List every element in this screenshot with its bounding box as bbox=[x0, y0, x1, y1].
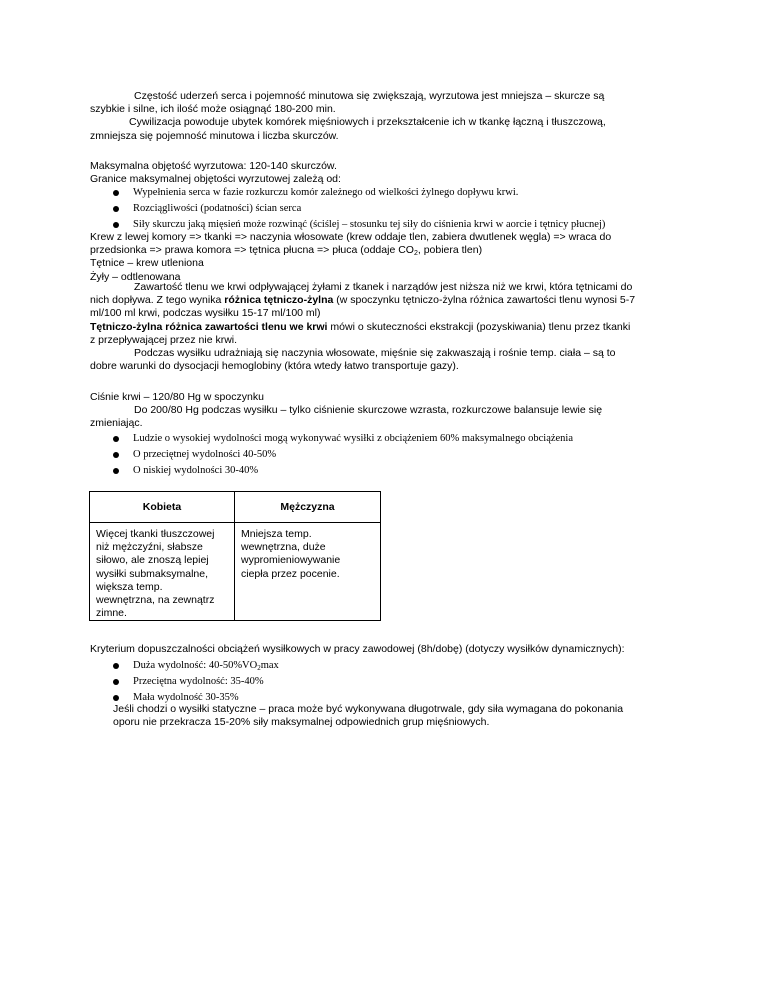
text-line: z przepływającej przez nie krwi. bbox=[90, 333, 238, 346]
cell-line: wypromieniowywanie bbox=[241, 554, 341, 567]
bullet-icon bbox=[113, 695, 119, 701]
text-line: oporu nie przekracza 15-20% siły maksymalnej odpowiednich grup mięśniowych. bbox=[113, 716, 490, 729]
text-line: Częstość uderzeń serca i pojemność minutowa się zwiększają, wyrzutowa jest mniejsza – skurcze są bbox=[134, 90, 605, 102]
cell-line: Mniejsza temp. bbox=[241, 528, 312, 540]
bullet-icon bbox=[113, 679, 119, 685]
cell-line: siłowo, ale znoszą lepiej bbox=[96, 554, 209, 567]
bullet-icon bbox=[113, 190, 119, 196]
cell-line: wysiłki submaksymalne, bbox=[96, 567, 209, 580]
exercise-pressure-paragraph bbox=[90, 404, 670, 430]
table-cell-men bbox=[241, 528, 379, 581]
table-header-men: Mężczyzna bbox=[280, 501, 335, 513]
bullet-icon bbox=[113, 663, 119, 669]
text-line: Do 200/80 Hg podczas wysiłku – tylko ciśnienie skurczowe wzrasta, rozkurczowe balansuje lewie się bbox=[134, 404, 603, 416]
document-page: Częstość uderzeń serca i pojemność minutowa się zwiększają, wyrzutowa jest mniejsza – skurcze są szybkie i silne, ich ilość może osiągnąć 180-200 min. Cywilizacja powoduje ubytek komórek mięśniowych i przekształcenie ich w tkankę łączną i tłuszczową, zmniejsza się pojemność minutowa i liczba skurczów. Maksymalna objętość wyrzutowa: 120-140 skurczów. Granice maksymalnej objętości wyrzutowej zależą od: Wypełnienia serca w fazie rozkurczu komór zależnego od wielkości żylnego dopływu krwi. Rozciągliwości (podatności) ścian serca Siły skurczu jaką mięsień może rozwinąć (ściślej – stosunku tej siły do ciśnienia krwi w aorcie i tętnicy płucnej) Krew z lewej komory => tkanki => naczynia włosowate (krew oddaje tlen, zabiera dwutlenek węgla) => wraca do przedsionka => prawa komora => tętnica płucna => płuca (oddaje $CO_2$, pobiera tlen) Tętnice – krew utleniona Żyły – odtlenowana Zawartość tlenu we krwi odpływającej żyłami z tkanek i narządów jest niższa niż we krwi, która tętnicami do nich dopływa. Z tego wynika różnica tętniczo-żylna (w spoczynku tętniczo-żylna różnica zawartości tlenu wynosi 5-7 ml/100 ml krwi, podczas wysiłku 15-17 ml/100 ml) Tętniczo-żylna różnica zawartości tlenu we krwi mówi o skuteczności ekstrakcji (pozyskiwania) tlenu przez tkanki z przepływającej przez nie krwi. Podczas wysiłku udrażniają się naczynia włosowate, mięśnie się zakwaszają i rośnie temp. ciała – są to dobre warunki do dysocjacji hemoglobiny (która wtedy łatwo transportuje gazy). Ciśnie krwi – 120/80 Hg w spoczynku Do 200/80 Hg podczas wysiłku – tylko ciśnienie skurczowe wzrasta, rozkurczowe balansuje lewie się zmieniając. Ludzie o wysokiej wydolności mogą wykonywać wysiłki z obciążeniem 60% maksymalnego obciążenia O przeciętnej wydolności 40-50% O niskiej wydolności 30-40% Kobieta Mężczyzna Więcej tkanki tłuszczowej niż mężczyźni, słabsze siłowo, ale znoszą lepiej wysiłki submaksymalne, większa temp. wewnętrzna, na zewnątrz zimne. Mniejsza temp. wewnętrzna, duże wypromieniowywanie ciepła przez pocenie. Kryterium dopuszczalności obciążeń wysiłkowych w pracy zawodowej (8h/dobę) (dotyczy wysiłków dynamicznych): Duża wydolność: $40-50\%VO_2\max$ Przeciętna wydolność: 35-40% Mała wydolność 30-35% Jeśli chodzi o wysiłki statyczne – praca może być wykonywana długotrwale, gdy siła wymagana do pokonania oporu nie przekracza 15-20% siły maksymalnej odpowiednich grup mięśniowych. bbox=[0, 0, 760, 984]
blood-pressure-heading: Ciśnie krwi – 120/80 Hg w spoczynku bbox=[90, 391, 264, 403]
text-line: przedsionka => prawa komora => tętnica płucna => płuca (oddaje $CO_2$, pobiera tlen) bbox=[90, 244, 483, 258]
bullet-icon bbox=[113, 222, 119, 228]
veins-line: Żyły – odtlenowana bbox=[90, 270, 181, 283]
blood-path-text bbox=[90, 231, 670, 284]
table-cell-women bbox=[96, 528, 232, 620]
table-header-women: Kobieta bbox=[142, 501, 182, 513]
cell-line: zimne. bbox=[96, 607, 127, 620]
text-line: zmieniając. bbox=[90, 417, 143, 430]
table-divider bbox=[90, 522, 380, 523]
text-line: Jeśli chodzi o wysiłki statyczne – praca może być wykonywana długotrwale, gdy siła wymagana do pokonania bbox=[113, 703, 624, 715]
cell-line: Więcej tkanki tłuszczowej bbox=[96, 528, 215, 540]
static-effort-paragraph bbox=[113, 703, 683, 729]
bullet-icon bbox=[113, 452, 119, 458]
text-line: Tętniczo-żylna różnica zawartości tlenu we krwi mówi o skuteczności ekstrakcji (pozyskiwania) tlenu przez tkanki bbox=[90, 320, 631, 333]
text-line: szybkie i silne, ich ilość może osiągnąć 180-200 min. bbox=[90, 103, 336, 116]
cell-line: niż mężczyźni, słabsze bbox=[96, 541, 203, 554]
oxygen-paragraph bbox=[90, 281, 670, 373]
text-line: Krew z lewej komory => tkanki => naczynia włosowate (krew oddaje tlen, zabiera dwutlenek węgla) => wraca do bbox=[90, 231, 612, 243]
max-volume-text: Maksymalna objętość wyrzutowa: 120-140 skurczów. bbox=[90, 160, 337, 172]
cell-line: większa temp. bbox=[96, 580, 163, 593]
gender-comparison-table bbox=[89, 491, 381, 621]
bullet-icon bbox=[113, 206, 119, 212]
text-line: dobre warunki do dysocjacji hemoglobiny (która wtedy łatwo transportuje gazy). bbox=[90, 360, 459, 373]
text-line: zmniejsza się pojemność minutowa i liczba skurczów. bbox=[90, 129, 339, 142]
heart-rate-paragraph bbox=[90, 90, 670, 143]
bullet-icon bbox=[113, 468, 119, 474]
text-line: nich dopływa. Z tego wynika różnica tętniczo-żylna (w spoczynku tętniczo-żylna różnica zawartości tlenu wynosi 5-7 bbox=[90, 294, 636, 307]
text-line: Podczas wysiłku udrażniają się naczynia włosowate, mięśnie się zakwaszają i rośnie temp. ciała – są to bbox=[134, 347, 616, 360]
text-line: Cywilizacja powoduje ubytek komórek mięśniowych i przekształcenie ich w tkankę łączną i tłuszczową, bbox=[129, 116, 606, 129]
arteries-line: Tętnice – krew utleniona bbox=[90, 257, 204, 270]
cell-line: wewnętrzna, na zewnątrz bbox=[96, 594, 215, 607]
bullet-icon bbox=[113, 436, 119, 442]
cell-line: wewnętrzna, duże bbox=[241, 541, 326, 554]
text-line: Zawartość tlenu we krwi odpływającej żyłami z tkanek i narządów jest niższa niż we krwi, która tętnicami do bbox=[134, 281, 633, 293]
criterion-heading: Kryterium dopuszczalności obciążeń wysiłkowych w pracy zawodowej (8h/dobę) (dotyczy wysiłków dynamicznych): bbox=[90, 643, 625, 655]
text-line: ml/100 ml krwi, podczas wysiłku 15-17 ml/100 ml) bbox=[90, 307, 321, 320]
cell-line: ciepła przez pocenie. bbox=[241, 567, 340, 580]
bounds-heading: Granice maksymalnej objętości wyrzutowej zależą od: bbox=[90, 173, 341, 185]
